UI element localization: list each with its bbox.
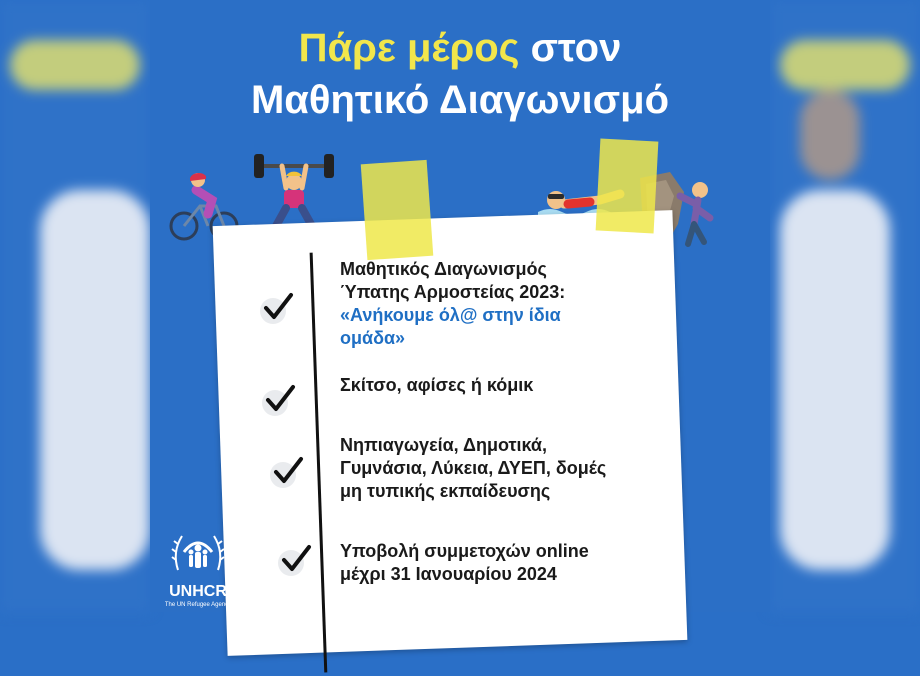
headline (150, 22, 770, 126)
unhcr-logo (160, 530, 236, 609)
headline-line-1 (150, 22, 770, 74)
checklist-item-deadline: Υποβολή συμμετοχών online μέχρι 31 Ιανουαρίου 2024 (340, 541, 589, 584)
blurred-left-panel (0, 0, 150, 612)
headline-line-2: Μαθητικό Διαγωνισμό (250, 78, 670, 122)
unhcr-logo-icon (170, 530, 226, 576)
checklist-item-formats: Σκίτσο, αφίσες ή κόμικ (340, 375, 534, 395)
logo-name: UNHCR (169, 583, 227, 600)
checkmark-icon (278, 544, 312, 578)
poster (150, 0, 770, 612)
checkmark-icon (260, 292, 294, 326)
checklist-item-competition: Μαθητικός Διαγωνισμός Ύπατης Αρμοστείας 2023: «Ανήκουμε όλ@ στην ίδια ομάδα» (340, 258, 670, 350)
blurred-right-panel (770, 0, 920, 612)
checkmark-icon (270, 456, 304, 490)
logo-tagline: The UN Refugee Agency (164, 602, 232, 608)
headline-rest: στον (519, 26, 622, 70)
headline-highlight: Πάρε μέρος (298, 26, 520, 70)
checkmark-icon (262, 384, 296, 418)
tape-strip-left (361, 160, 434, 260)
checklist-item-schools: Νηπιαγωγεία, Δημοτικά, Γυμνάσια, Λύκεια, ΔΥΕΠ, δομές μη τυπικής εκπαίδευσης (340, 435, 607, 501)
competition-motto-cont: ομάδα» (340, 328, 406, 348)
margin-line (310, 253, 328, 673)
tape-strip-right (596, 139, 659, 234)
competition-motto: «Ανήκουμε όλ@ στην ίδια (340, 305, 561, 325)
